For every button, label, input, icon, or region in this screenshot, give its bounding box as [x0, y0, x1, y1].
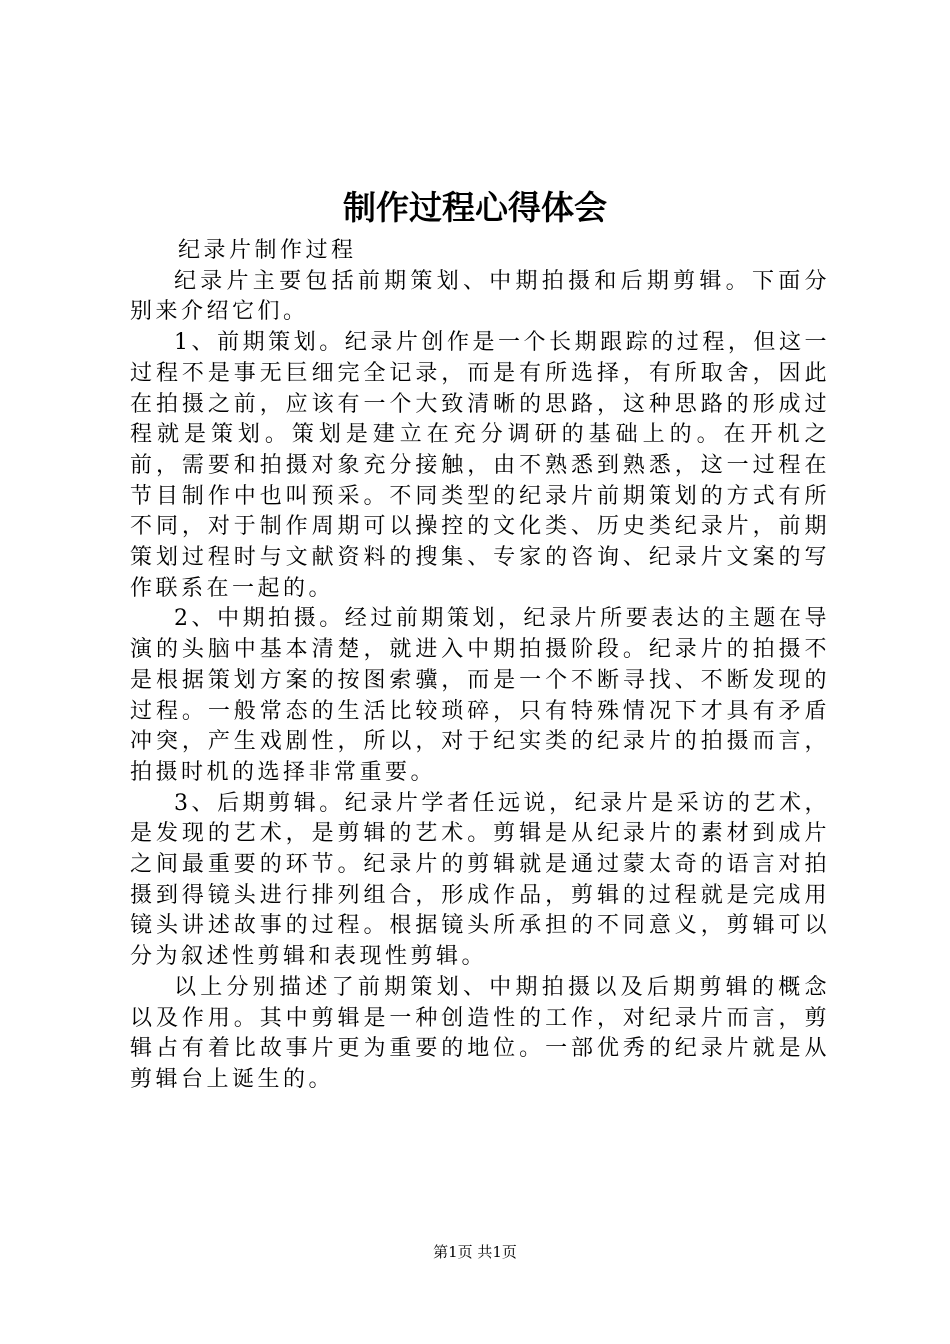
section-subtitle: 纪录片制作过程: [178, 238, 357, 263]
page-footer: 第1页 共1页: [433, 1243, 517, 1261]
paragraph-mid-shooting: 2、中期拍摄。经过前期策划，纪录片所要表达的主题在导演的头脑中基本清楚，就进入中期拍摄阶段。纪录片的拍摄不是根据策划方案的按图索骥，而是一个不断寻找、不断发现的过程。一般常态的生活比较琐碎，只有特殊情况下才具有矛盾冲突，产生戏剧性，所以，对于纪实类的纪录片的拍摄而言，拍摄时机的选择非常重要。: [130, 606, 830, 785]
paragraph-conclusion: 以上分别描述了前期策划、中期拍摄以及后期剪辑的概念以及作用。其中剪辑是一种创造性的工作，对纪录片而言，剪辑占有着比故事片更为重要的地位。一部优秀的纪录片就是从剪辑台上诞生的。: [130, 974, 830, 1092]
paragraph-post-editing: 3、后期剪辑。纪录片学者任远说，纪录片是采访的艺术，是发现的艺术，是剪辑的艺术。剪辑是从纪录片的素材到成片之间最重要的环节。纪录片的剪辑就是通过蒙太奇的语言对拍摄到得镜头进行排列组合，形成作品，剪辑的过程就是完成用镜头讲述故事的过程。根据镜头所承担的不同意义，剪辑可以分为叙述性剪辑和表现性剪辑。: [130, 790, 830, 970]
document-body: [130, 236, 830, 1096]
paragraph-pre-planning: 1、前期策划。纪录片创作是一个长期跟踪的过程，但这一过程不是事无巨细完全记录，而是有所选择，有所取舍，因此在拍摄之前，应该有一个大致清晰的思路，这种思路的形成过程就是策划。策划是建立在充分调研的基础上的。在开机之前，需要和拍摄对象充分接触，由不熟悉到熟悉，这一过程在节目制作中也叫预采。不同类型的纪录片前期策划的方式有所不同，对于制作周期可以操控的文化类、历史类纪录片，前期策划过程时与文献资料的搜集、专家的咨询、纪录片文案的写作联系在一起的。: [130, 330, 830, 601]
page-title: 制作过程心得体会: [343, 188, 607, 227]
intro-paragraph: 纪录片主要包括前期策划、中期拍摄和后期剪辑。下面分别来介绍它们。: [130, 268, 830, 325]
